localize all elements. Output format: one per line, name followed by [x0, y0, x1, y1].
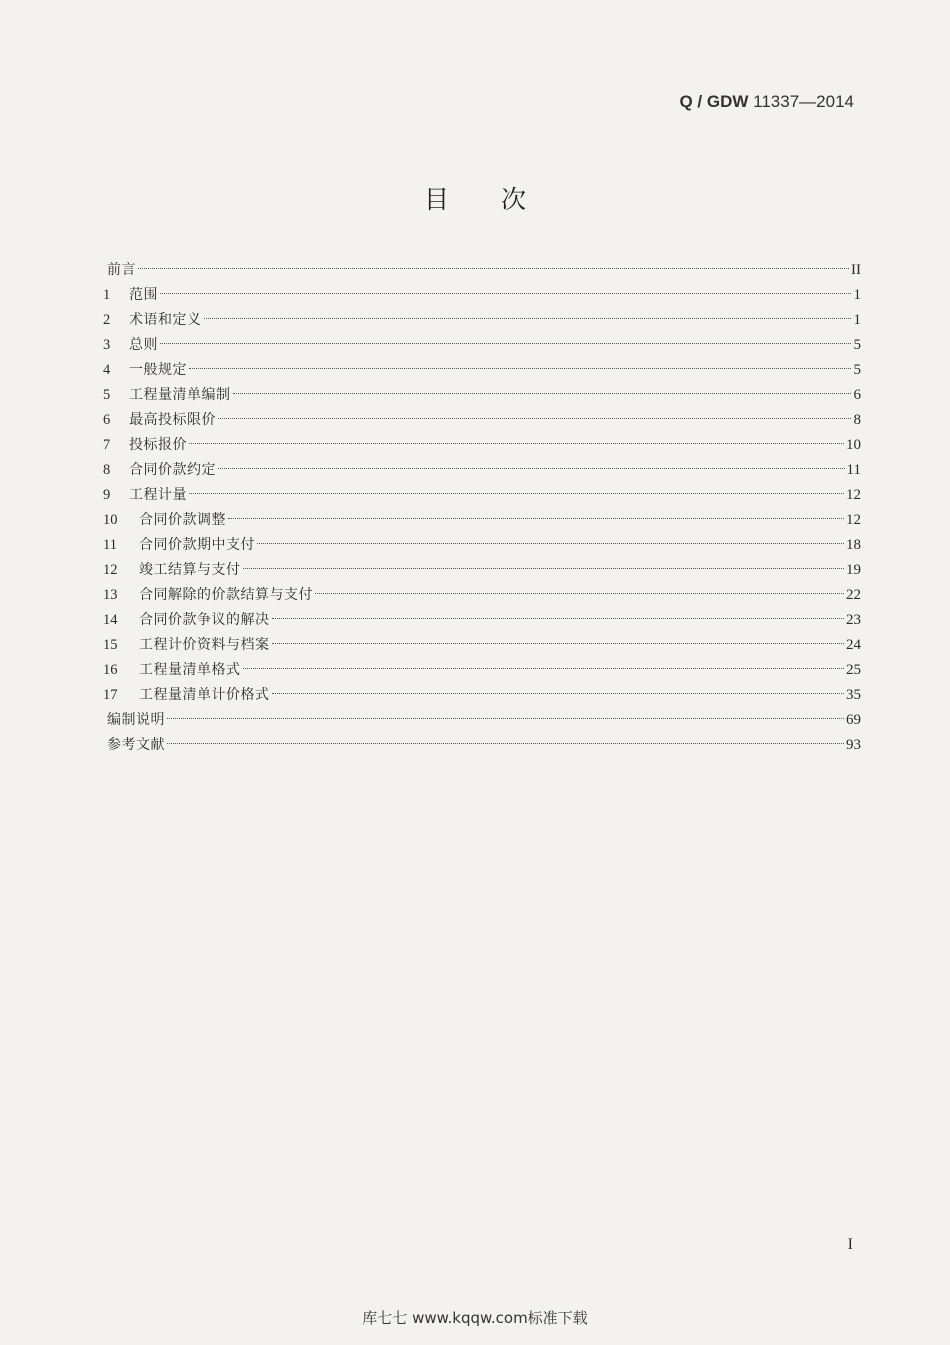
toc-leader-dots — [233, 393, 852, 394]
toc-entry-number: 2 — [103, 312, 111, 328]
toc-entry-label: 最高投标限价 — [129, 412, 216, 428]
toc-entry-page: 1 — [853, 312, 861, 328]
toc-entry-label: 一般规定 — [129, 362, 187, 378]
toc-entry[interactable] — [103, 683, 861, 708]
toc-entry[interactable] — [103, 258, 861, 283]
toc-entry-label: 合同价款争议的解决 — [139, 612, 270, 628]
toc-entry-label: 合同价款调整 — [139, 512, 226, 528]
toc-entry-label: 总则 — [129, 337, 158, 353]
document-code-number: 11337—2014 — [753, 92, 854, 111]
toc-entry-number: 16 — [103, 662, 118, 678]
toc-entry-page: 19 — [846, 562, 861, 578]
toc-leader-dots — [272, 643, 845, 644]
toc-entry-number: 14 — [103, 612, 118, 628]
toc-entry-label: 术语和定义 — [129, 312, 202, 328]
toc-entry[interactable] — [103, 533, 861, 558]
toc-leader-dots — [167, 718, 844, 719]
toc-entry-label: 投标报价 — [129, 437, 187, 453]
toc-entry-number: 9 — [103, 487, 111, 503]
toc-entry[interactable] — [103, 608, 861, 633]
toc-entry[interactable] — [103, 733, 861, 758]
toc-entry-number: 15 — [103, 637, 118, 653]
toc-entry-page: 5 — [853, 337, 861, 353]
toc-entry-number: 13 — [103, 587, 118, 603]
toc-entry[interactable] — [103, 283, 861, 308]
toc-leader-dots — [167, 743, 844, 744]
toc-entry-page: 12 — [846, 512, 861, 528]
toc-leader-dots — [272, 618, 845, 619]
toc-entry-label: 工程量清单格式 — [139, 662, 241, 678]
toc-entry[interactable] — [103, 333, 861, 358]
toc-leader-dots — [272, 693, 845, 694]
toc-entry-label: 编制说明 — [107, 712, 165, 728]
toc-entry-label: 范围 — [129, 287, 158, 303]
toc-entry-page: 25 — [846, 662, 861, 678]
toc-entry-number: 4 — [103, 362, 111, 378]
toc-entry-number: 1 — [103, 287, 111, 303]
toc-leader-dots — [189, 443, 844, 444]
toc-leader-dots — [243, 668, 845, 669]
table-of-contents — [103, 258, 861, 758]
toc-entry[interactable] — [103, 358, 861, 383]
toc-entry-label: 合同价款期中支付 — [139, 537, 255, 553]
toc-entry-number: 6 — [103, 412, 111, 428]
toc-entry[interactable] — [103, 508, 861, 533]
toc-entry-page: 11 — [846, 462, 861, 478]
toc-entry[interactable] — [103, 383, 861, 408]
toc-entry-number: 7 — [103, 437, 111, 453]
toc-entry-page: 69 — [846, 712, 861, 728]
toc-entry-label: 工程计价资料与档案 — [139, 637, 270, 653]
toc-entry[interactable] — [103, 633, 861, 658]
toc-entry[interactable] — [103, 483, 861, 508]
toc-entry-page: 1 — [853, 287, 861, 303]
toc-entry-label: 合同价款约定 — [129, 462, 216, 478]
toc-entry-page: 12 — [846, 487, 861, 503]
toc-entry-label: 参考文献 — [107, 737, 165, 753]
toc-leader-dots — [160, 343, 851, 344]
toc-entry-number: 10 — [103, 512, 118, 528]
toc-entry-page: 23 — [846, 612, 861, 628]
toc-entry-page: 10 — [846, 437, 861, 453]
toc-entry-number: 11 — [103, 537, 117, 553]
toc-entry-number: 8 — [103, 462, 111, 478]
toc-leader-dots — [160, 293, 851, 294]
toc-entry-page: 6 — [853, 387, 861, 403]
toc-leader-dots — [315, 593, 844, 594]
toc-leader-dots — [204, 318, 852, 319]
toc-entry-page: 24 — [846, 637, 861, 653]
toc-entry[interactable] — [103, 558, 861, 583]
toc-entry-page: 22 — [846, 587, 861, 603]
toc-entry-label: 前言 — [107, 262, 136, 278]
toc-entry-number: 17 — [103, 687, 118, 703]
toc-title: 目次 — [423, 185, 578, 214]
toc-entry-number: 12 — [103, 562, 118, 578]
toc-entry-label: 工程量清单编制 — [129, 387, 231, 403]
toc-entry-label: 工程量清单计价格式 — [139, 687, 270, 703]
toc-entry[interactable] — [103, 433, 861, 458]
source-footer: 库七七 www.kqqw.com标准下载 — [362, 1309, 588, 1327]
toc-entry-label: 合同解除的价款结算与支付 — [139, 587, 313, 603]
toc-leader-dots — [189, 493, 844, 494]
toc-entry[interactable] — [103, 583, 861, 608]
toc-entry-page: 5 — [853, 362, 861, 378]
toc-leader-dots — [243, 568, 845, 569]
toc-entry[interactable] — [103, 658, 861, 683]
toc-leader-dots — [218, 468, 845, 469]
page-number: I — [847, 1236, 853, 1253]
toc-entry-label: 竣工结算与支付 — [139, 562, 241, 578]
toc-entry[interactable] — [103, 408, 861, 433]
toc-entry-page: II — [851, 262, 861, 278]
toc-leader-dots — [138, 268, 849, 269]
toc-entry-label: 工程计量 — [129, 487, 187, 503]
toc-entry-page: 35 — [846, 687, 861, 703]
toc-leader-dots — [218, 418, 851, 419]
toc-entry[interactable] — [103, 308, 861, 333]
toc-entry-number: 3 — [103, 337, 111, 353]
toc-entry-page: 18 — [846, 537, 861, 553]
toc-entry[interactable] — [103, 458, 861, 483]
toc-entry-number: 5 — [103, 387, 111, 403]
toc-entry[interactable] — [103, 708, 861, 733]
toc-leader-dots — [228, 518, 844, 519]
toc-entry-page: 93 — [846, 737, 861, 753]
toc-entry-page: 8 — [853, 412, 861, 428]
document-code-prefix: Q / GDW — [679, 92, 749, 111]
toc-leader-dots — [189, 368, 851, 369]
document-code — [679, 92, 854, 112]
toc-leader-dots — [257, 543, 844, 544]
